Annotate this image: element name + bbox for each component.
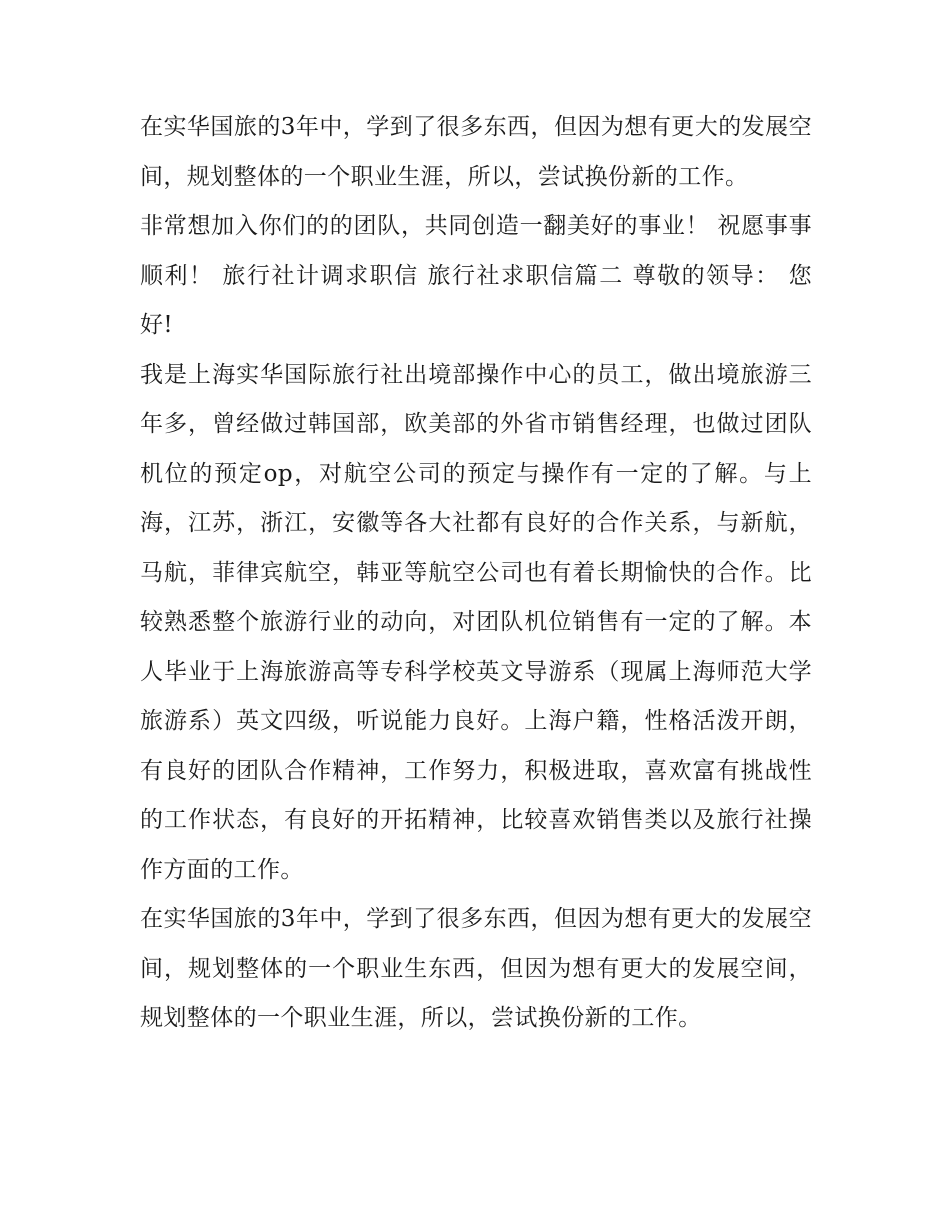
- paragraph-1: 在实华国旅的3年中，学到了很多东西，但因为想有更大的发展空间，规划整体的一个职业生涯，所以，尝试换份新的工作。: [140, 114, 812, 190]
- paragraph-3: 我是上海实华国际旅行社出境部操作中心的员工，做出境旅游三年多，曾经做过韩国部，欧美部的外省市销售经理，也做过团队机位的预定op，对航空公司的预定与操作有一定的了解。与上海，江苏，浙江，安徽等各大社都有良好的合作关系，与新航，马航，菲律宾航空，韩亚等航空公司也有着长期愉快的合作。比较熟悉整个旅游行业的动向，对团队机位销售有一定的了解。本人毕业于上海旅游高等专科学校英文导游系（现属上海师范大学旅游系）英文四级，听说能力良好。上海户籍，性格活泼开朗，有良好的团队合作精神，工作努力，积极进取，喜欢富有挑战性的工作状态，有良好的开拓精神，比较喜欢销售类以及旅行社操作方面的工作。: [140, 361, 812, 883]
- paragraph-2: 非常想加入你们的的团队，共同创造一翻美好的事业！ 祝愿事事顺利！ 旅行社计调求职信 旅行社求职信篇二 尊敬的领导： 您好!: [140, 213, 812, 338]
- paragraph-4: 在实华国旅的3年中，学到了很多东西，但因为想有更大的发展空间，规划整体的一个职业生东西，但因为想有更大的发展空间，规划整体的一个职业生涯，所以，尝试换份新的工作。: [140, 906, 812, 1031]
- document-body: [140, 103, 812, 1044]
